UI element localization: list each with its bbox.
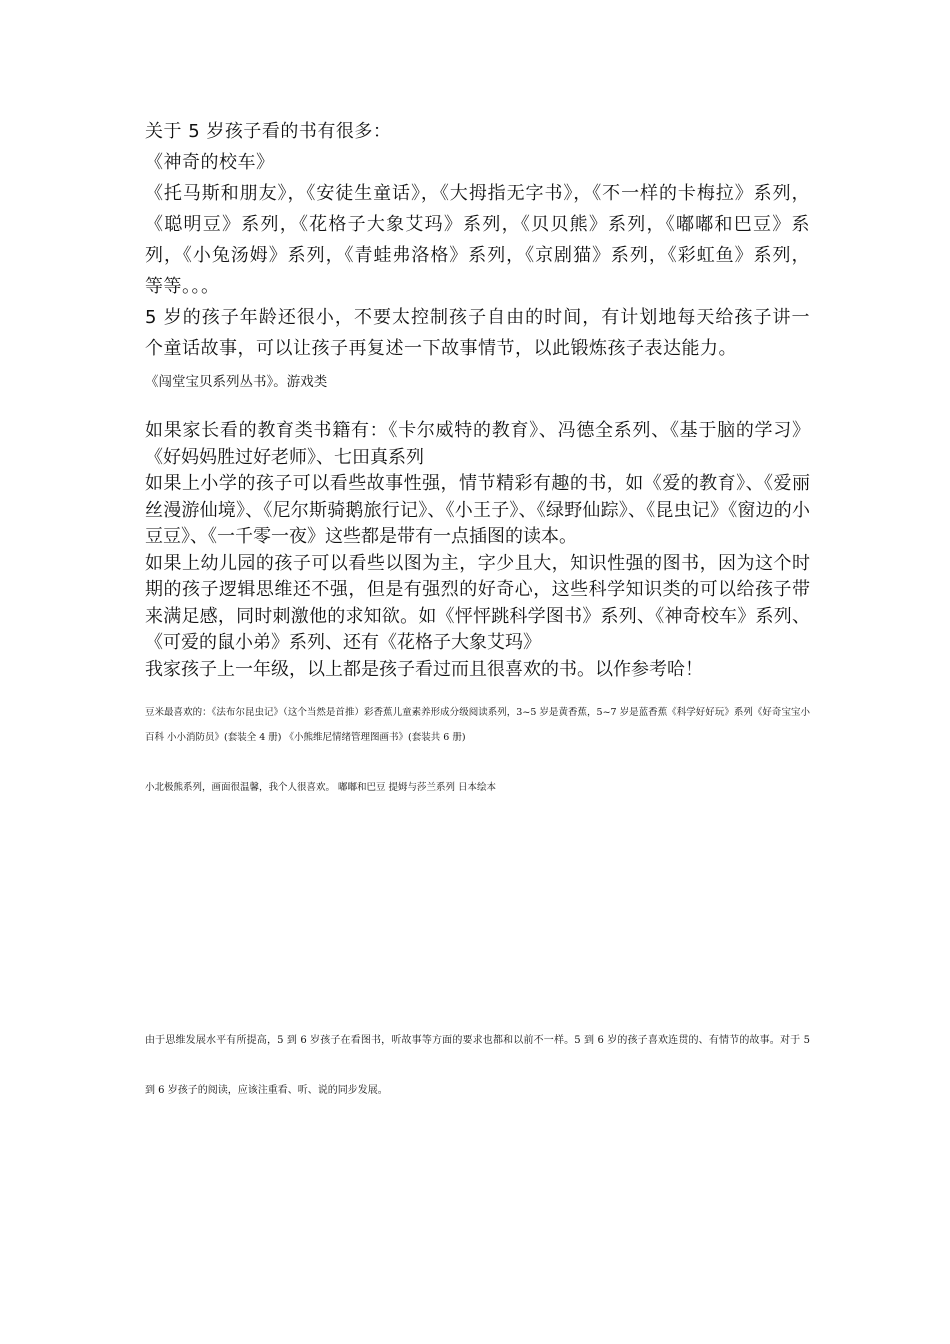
advice-paragraph: 5 岁的孩子年龄还很小，不要太控制孩子自由的时间，有计划地每天给孩子讲一个童话故事，可以让孩子再复述一下故事情节，以此锻炼孩子表达能力。 bbox=[145, 307, 810, 359]
primary-school-paragraph: 如果上小学的孩子可以看些故事性强，情节精彩有趣的书，如《爱的教育》、《爱丽丝漫游仙境》、《尼尔斯骑鹅旅行记》、《小王子》、《绿野仙踪》、《昆虫记》《窗边的小豆豆》、《一千零一夜》这些都是带有一点插图的读本。 bbox=[145, 473, 810, 547]
book-title-line: 《神奇的校车》 bbox=[145, 152, 275, 173]
favorite-books-paragraph: 豆米最喜欢的：《法布尔昆虫记》（这个当然是首推）彩香蕉儿童素养形成分级阅读系列，3~5 岁是黄香蕉，5~7 岁是蓝香蕉《科学好好玩》系列《好奇宝宝小百科 小小消防员》(套装全 4 册) 《小熊维尼情绪管理图画书》(套装共 6 册) bbox=[145, 707, 810, 743]
parent-advice-section bbox=[145, 418, 810, 683]
closing-paragraph: 我家孩子上一年级，以上都是孩子看过而且很喜欢的书。以作参考哈！ bbox=[145, 658, 703, 680]
parent-books-paragraph: 如果家长看的教育类书籍有：《卡尔威特的教育》、冯德全系列、《基于脑的学习》《好妈妈胜过好老师》、七田真系列 bbox=[145, 420, 810, 468]
picture-books-line: 小北极熊系列，画面很温馨，我个人很喜欢。 嘟嘟和巴豆 提姆与莎兰系列 日本绘本 bbox=[145, 782, 497, 793]
reading-development-paragraph: 由于思维发展水平有所提高，5 到 6 岁孩子在看图书，听故事等方面的要求也都和以前不一样。5 到 6 岁的孩子喜欢连贯的、有情节的故事。对于 5 到 6 岁孩子的阅读，应该注重看、听、说的同步发展。 bbox=[145, 1035, 810, 1096]
intro-section bbox=[145, 116, 810, 364]
game-books-line: 《闯堂宝贝系列丛书》。游戏类 bbox=[145, 374, 328, 390]
intro-line: 关于 5 岁孩子看的书有很多： bbox=[145, 121, 392, 142]
kindergarten-paragraph: 如果上幼儿园的孩子可以看些以图为主，字少且大，知识性强的图书，因为这个时期的孩子逻辑思维还不强，但是有强烈的好奇心，这些科学知识类的可以给孩子带来满足感，同时刺激他的求知欲。如《怦怦跳科学图书》系列、《神奇校车》系列、《可爱的鼠小弟》系列、还有《花格子大象艾玛》 bbox=[145, 552, 810, 653]
book-list-paragraph: 《托马斯和朋友》，《安徒生童话》，《大拇指无字书》，《不一样的卡梅拉》系列，《聪明豆》系列，《花格子大象艾玛》系列，《贝贝熊》系列，《嘟嘟和巴豆》系列，《小兔汤姆》系列，《青蛙弗洛格》系列，《京剧猫》系列，《彩虹鱼》系列，等等。。。 bbox=[145, 183, 810, 297]
